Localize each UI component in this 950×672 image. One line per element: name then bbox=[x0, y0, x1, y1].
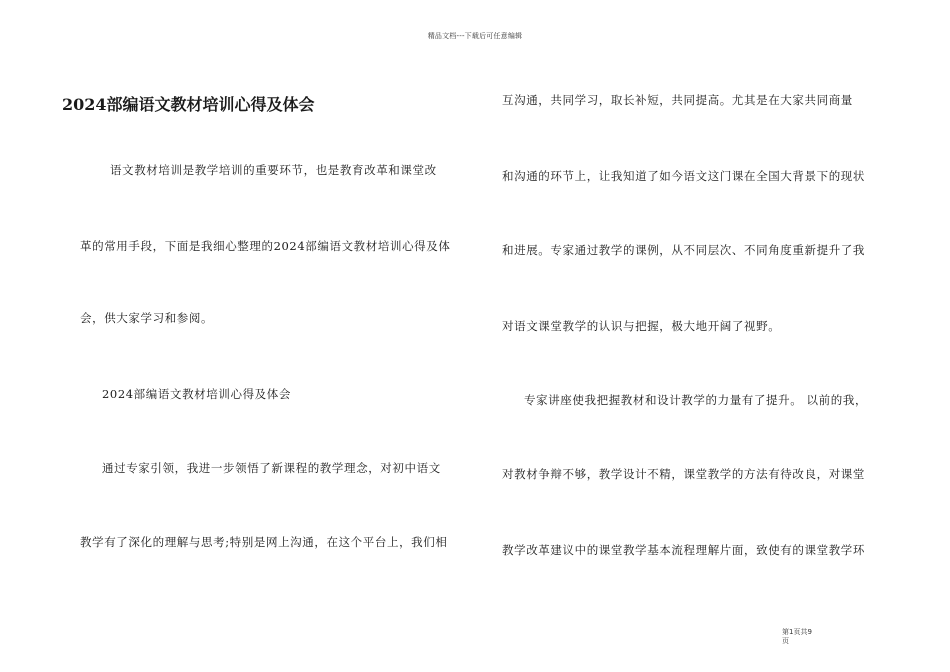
paragraph-line: 对语文课堂教学的认识与把握，极大地开阔了视野。 bbox=[502, 319, 781, 333]
header-note: 精品文档---下载后可任意编辑 bbox=[427, 32, 523, 40]
paragraph-line: 语文教材培训是教学培训的重要环节，也是教育改革和课堂改 bbox=[110, 163, 437, 177]
paragraph-line: 专家讲座使我把握教材和设计教学的力量有了提升。 以前的我， bbox=[524, 393, 868, 407]
page-number-line1: 第1页共9 bbox=[782, 628, 812, 636]
section-heading: 2024部编语文教材培训心得及体会 bbox=[102, 387, 291, 401]
paragraph-line: 教学有了深化的理解与思考;特别是网上沟通，在这个平台上，我们相 bbox=[80, 535, 448, 549]
paragraph-line: 对教材争辩不够，教学设计不精，课堂教学的方法有待改良，对课堂 bbox=[502, 467, 865, 481]
document-title: 2024部编语文教材培训心得及体会 bbox=[62, 95, 315, 114]
page-number bbox=[782, 628, 822, 646]
paragraph-line: 和沟通的环节上，让我知道了如今语文这门课在全国大背景下的现状 bbox=[502, 169, 865, 183]
page-number-line2: 页 bbox=[782, 637, 789, 645]
paragraph-line: 互沟通，共同学习，取长补短，共同提高。尤其是在大家共同商量 bbox=[502, 93, 853, 107]
paragraph-line: 和进展。专家通过教学的课例，从不同层次、不同角度重新提升了我 bbox=[502, 243, 865, 257]
paragraph-line: 会，供大家学习和参阅。 bbox=[80, 311, 214, 325]
paragraph-line: 通过专家引领，我进一步领悟了新课程的教学理念，对初中语文 bbox=[102, 461, 441, 475]
paragraph-line: 革的常用手段，下面是我细心整理的2024部编语文教材培训心得及体 bbox=[80, 239, 451, 253]
paragraph-line: 教学改革建议中的课堂教学基本流程理解片面，致使有的课堂教学环 bbox=[502, 543, 865, 557]
